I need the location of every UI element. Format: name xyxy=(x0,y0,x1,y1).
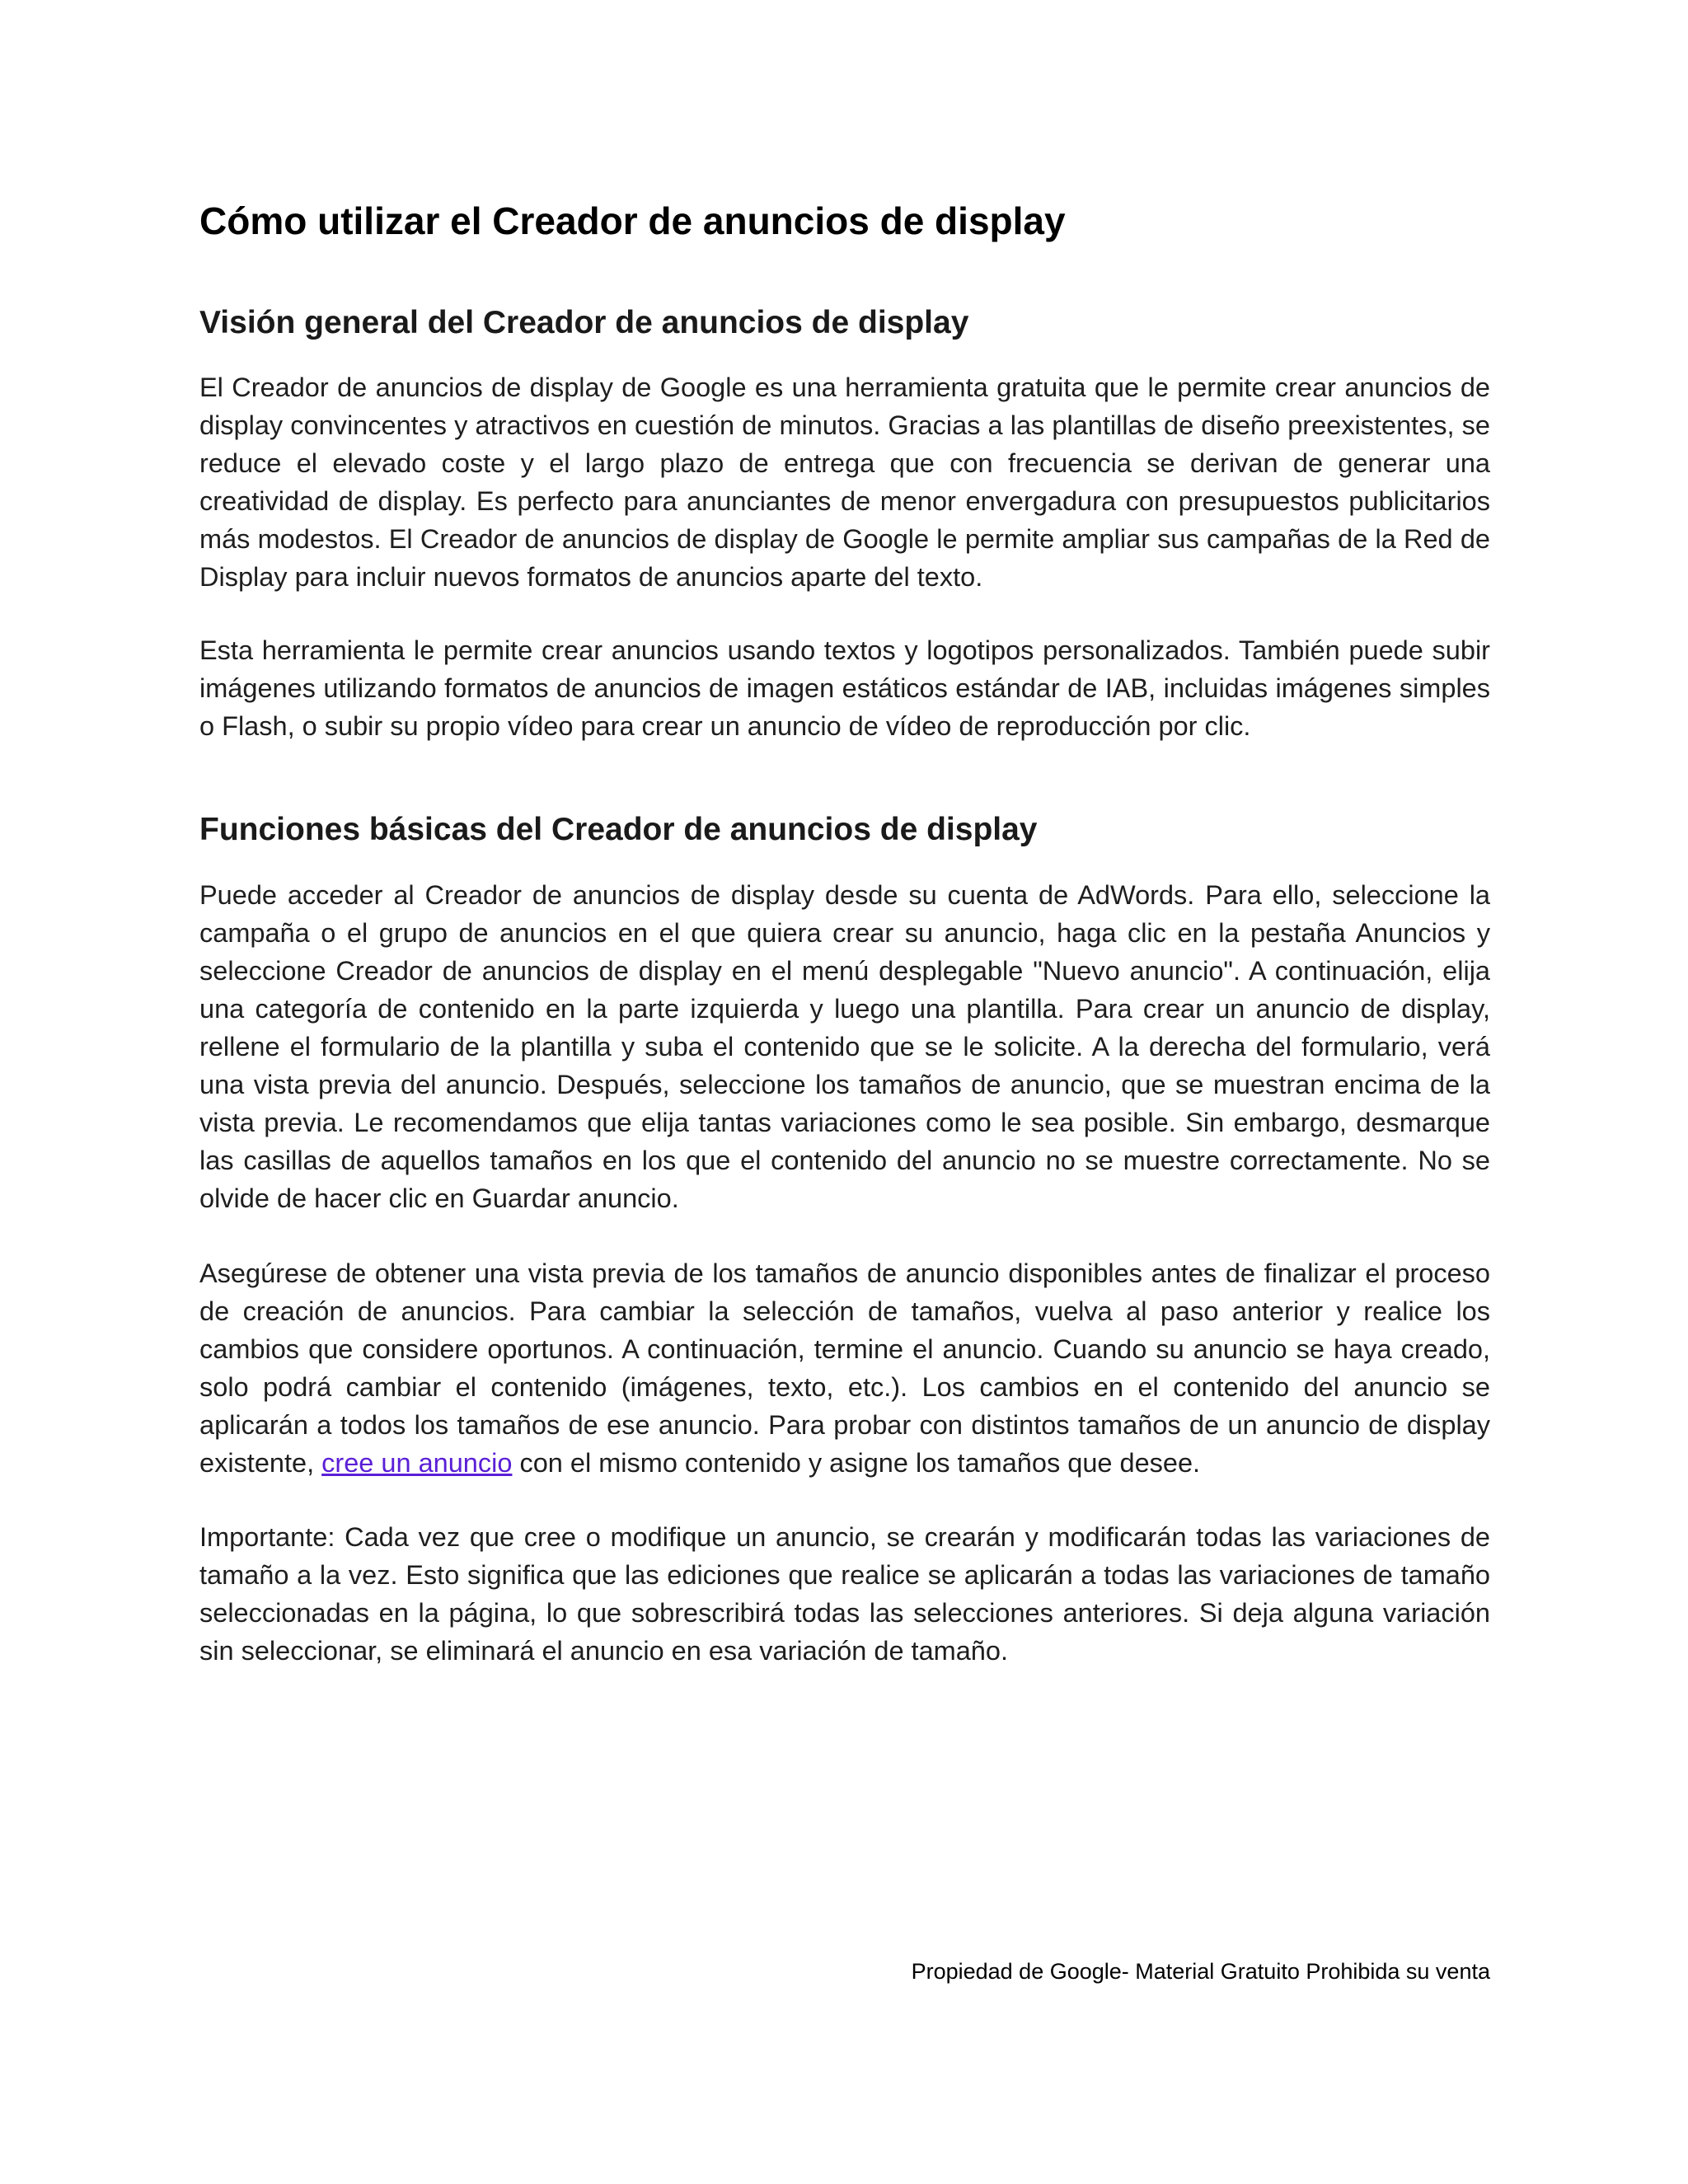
page-title: Cómo utilizar el Creador de anuncios de display xyxy=(199,199,1066,242)
overview-paragraph-2: Esta herramienta le permite crear anuncios usando textos y logotipos personalizados. También puede subir imágenes utilizando formatos de anuncios de imagen estáticos estándar de IAB, incluidas imágenes simples o Flash, o subir su propio vídeo para crear un anuncio de vídeo de reproducción por clic. xyxy=(199,635,1490,741)
paragraph-text-after-link: con el mismo contenido y asigne los tamaños que desee. xyxy=(512,1448,1201,1478)
section-heading-basic-functions: Funciones básicas del Creador de anuncios de display xyxy=(199,812,1038,847)
overview-paragraph-1: El Creador de anuncios de display de Google es una herramienta gratuita que le permite crear anuncios de display convincentes y atractivos en cuestión de minutos. Gracias a las plantillas de diseño preexistentes, se reduce el elevado coste y el largo plazo de entrega que con frecuencia se derivan de generar una creatividad de display. Es perfecto para anunciantes de menor envergadura con presupuestos publicitarios más modestos. El Creador de anuncios de display de Google le permite ampliar sus campañas de la Red de Display para incluir nuevos formatos de anuncios aparte del texto. xyxy=(199,373,1490,592)
important-note-paragraph: Importante: Cada vez que cree o modifique un anuncio, se crearán y modificarán todas las variaciones de tamaño a la vez. Esto significa que las ediciones que realice se aplicarán a todas las variaciones de tamaño seleccionadas en la página, lo que sobrescribirá todas las selecciones anteriores. Si deja alguna variación sin seleccionar, se eliminará el anuncio en esa variación de tamaño. xyxy=(199,1522,1490,1666)
page-footer: Propiedad de Google- Material Gratuito Prohibida su venta xyxy=(911,1959,1490,1984)
create-ad-link[interactable]: cree un anuncio xyxy=(321,1448,513,1478)
section-heading-overview: Visión general del Creador de anuncios de display xyxy=(199,305,969,340)
basic-functions-paragraph-1: Puede acceder al Creador de anuncios de display desde su cuenta de AdWords. Para ello, seleccione la campaña o el grupo de anuncios en el que quiera crear su anuncio, haga clic en la pestaña Anuncios y seleccione Creador de anuncios de display en el menú desplegable "Nuevo anuncio". A continuación, elija una categoría de contenido en la parte izquierda y luego una plantilla. Para crear un anuncio de display, rellene el formulario de la plantilla y suba el contenido que se le solicite. A la derecha del formulario, verá una vista previa del anuncio. Después, seleccione los tamaños de anuncio, que se muestran encima de la vista previa. Le recomendamos que elija tantas variaciones como le sea posible. Sin embargo, desmarque las casillas de aquellos tamaños en los que el contenido del anuncio no se muestre correctamente. No se olvide de hacer clic en Guardar anuncio. xyxy=(199,880,1490,1213)
basic-functions-paragraph-2 xyxy=(199,1254,1490,1482)
paragraph-text-before-link: Asegúrese de obtener una vista previa de los tamaños de anuncio disponibles antes de finalizar el proceso de creación de anuncios. Para cambiar la selección de tamaños, vuelva al paso anterior y realice los cambios que considere oportunos. A continuación, termine el anuncio. Cuando su anuncio se haya creado, solo podrá cambiar el contenido (imágenes, texto, etc.). Los cambios en el contenido del anuncio se aplicarán a todos los tamaños de ese anuncio. Para probar con distintos tamaños de un anuncio de display existente, xyxy=(199,1258,1490,1478)
